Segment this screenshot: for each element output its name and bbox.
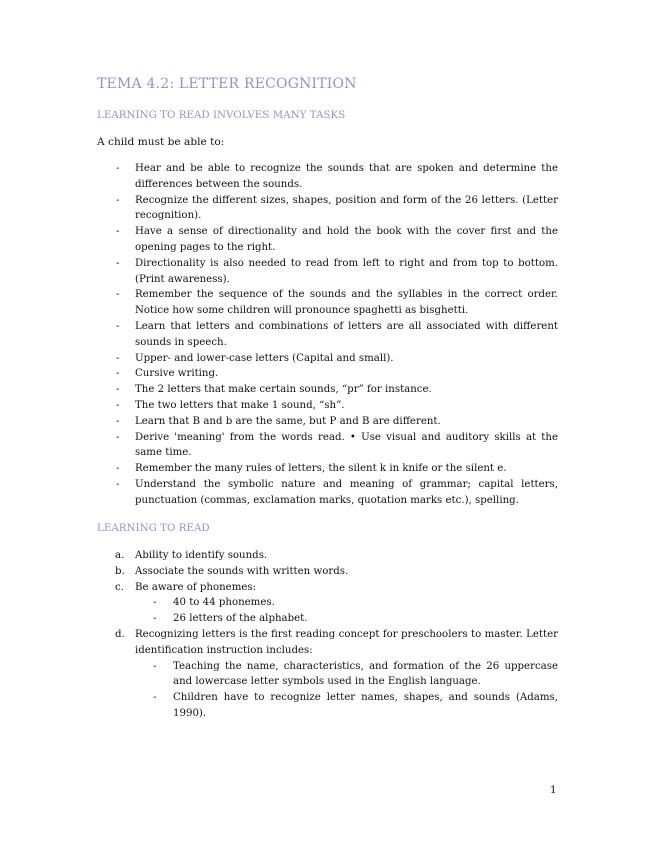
list-item [0,461,558,477]
list-item [0,580,558,627]
sub-list-item-text: Children have to recognize letter names, shapes, and sounds (Adams, 1990). [173,692,558,719]
list-item [0,161,558,193]
page-title: TEMA 4.2: LETTER RECOGNITION [97,76,357,92]
list-item-text: Recognize the different sizes, shapes, position and form of the 26 letters. (Letter recognition). [135,194,558,222]
dash-bullet: - [116,384,120,396]
list-item [0,351,558,367]
dash-bullet: - [116,194,120,206]
page-number: 1 [550,784,557,796]
dash-bullet: - [116,415,120,427]
list-item-text: Ability to identify sounds. [135,550,268,561]
list-item [0,564,558,580]
list-item [0,287,558,319]
list-item [0,477,558,509]
list-item-text: Recognizing letters is the first reading concept for preschoolers to master. Letter identification instruction includes: [135,628,558,656]
sub-list-item [135,690,558,722]
dash-bullet: - [116,352,120,364]
sub-list-item [135,611,558,627]
learning-list [0,548,558,722]
dash-bullet: - [153,660,157,672]
list-item-text: Directionality is also needed to read from left to right and from top to bottom. (Print awareness). [135,257,558,285]
list-item-text: Remember the sequence of the sounds and the syllables in the correct order. Notice how some children will pronounce spaghetti as bisghetti. [135,289,558,317]
letter-marker: b. [115,565,125,577]
list-item [0,414,558,430]
sub-list [135,595,558,627]
letter-marker: d. [115,628,125,640]
sub-list-item-text: Teaching the name, characteristics, and formation of the 26 uppercase and lowercase letter symbols used in the English language. [173,660,558,688]
intro-text: A child must be able to: [97,136,225,148]
list-item-text: Derive 'meaning' from the words read. • Use visual and auditory skills at the same time. [135,431,558,459]
dash-bullet: - [116,431,120,443]
list-item-text: Have a sense of directionality and hold the book with the cover first and the opening pages to the right. [135,226,558,253]
list-item-text: Cursive writing. [135,368,219,380]
list-item [0,430,558,462]
list-item [0,319,558,351]
dash-bullet: - [116,368,120,380]
tasks-list [0,161,558,509]
list-item-text: Understand the symbolic nature and meaning of grammar; capital letters, punctuation (commas, exclamation marks, quotation marks etc.), spelling. [135,478,558,506]
list-item-text: The 2 letters that make certain sounds, “pr” for instance. [135,384,432,396]
list-item [0,224,558,256]
dash-bullet: - [153,692,157,704]
dash-bullet: - [116,289,120,301]
list-item-text: The two letters that make 1 sound, “sh”. [135,399,345,411]
dash-bullet: - [116,257,120,269]
section-heading-tasks: LEARNING TO READ INVOLVES MANY TASKS [97,109,346,121]
dash-bullet: - [116,399,120,411]
dash-bullet: - [116,320,120,332]
list-item-text: Learn that B and b are the same, but P and B are different. [135,415,441,427]
dash-bullet: - [153,613,157,625]
dash-bullet: - [153,597,157,609]
dash-bullet: - [116,463,120,475]
list-item [0,382,558,398]
list-item [0,398,558,414]
list-item [0,256,558,288]
list-item-text: Be aware of phonemes: [135,581,257,593]
dash-bullet: - [116,163,120,174]
sub-list-item [135,595,558,611]
dash-bullet: - [116,478,120,490]
sub-list [135,659,558,722]
sub-list-item [135,659,558,691]
list-item [0,627,558,722]
dash-bullet: - [116,226,120,238]
section-heading-learning-to-read: LEARNING TO READ [97,522,210,534]
list-item-text: Upper- and lower-case letters (Capital and small). [135,352,394,364]
letter-marker: a. [115,550,125,561]
list-item-text: Learn that letters and combinations of letters are all associated with different sounds in speech. [135,320,558,348]
list-item-text: Hear and be able to recognize the sounds that are spoken and determine the differences between the sounds. [135,163,558,190]
letter-marker: c. [115,581,124,593]
list-item [0,366,558,382]
sub-list-item-text: 40 to 44 phonemes. [173,597,275,609]
list-item-text: Remember the many rules of letters, the silent k in knife or the silent e. [135,463,507,475]
list-item-text: Associate the sounds with written words. [135,565,349,577]
list-item [0,193,558,225]
list-item [0,548,558,564]
sub-list-item-text: 26 letters of the alphabet. [173,613,308,625]
